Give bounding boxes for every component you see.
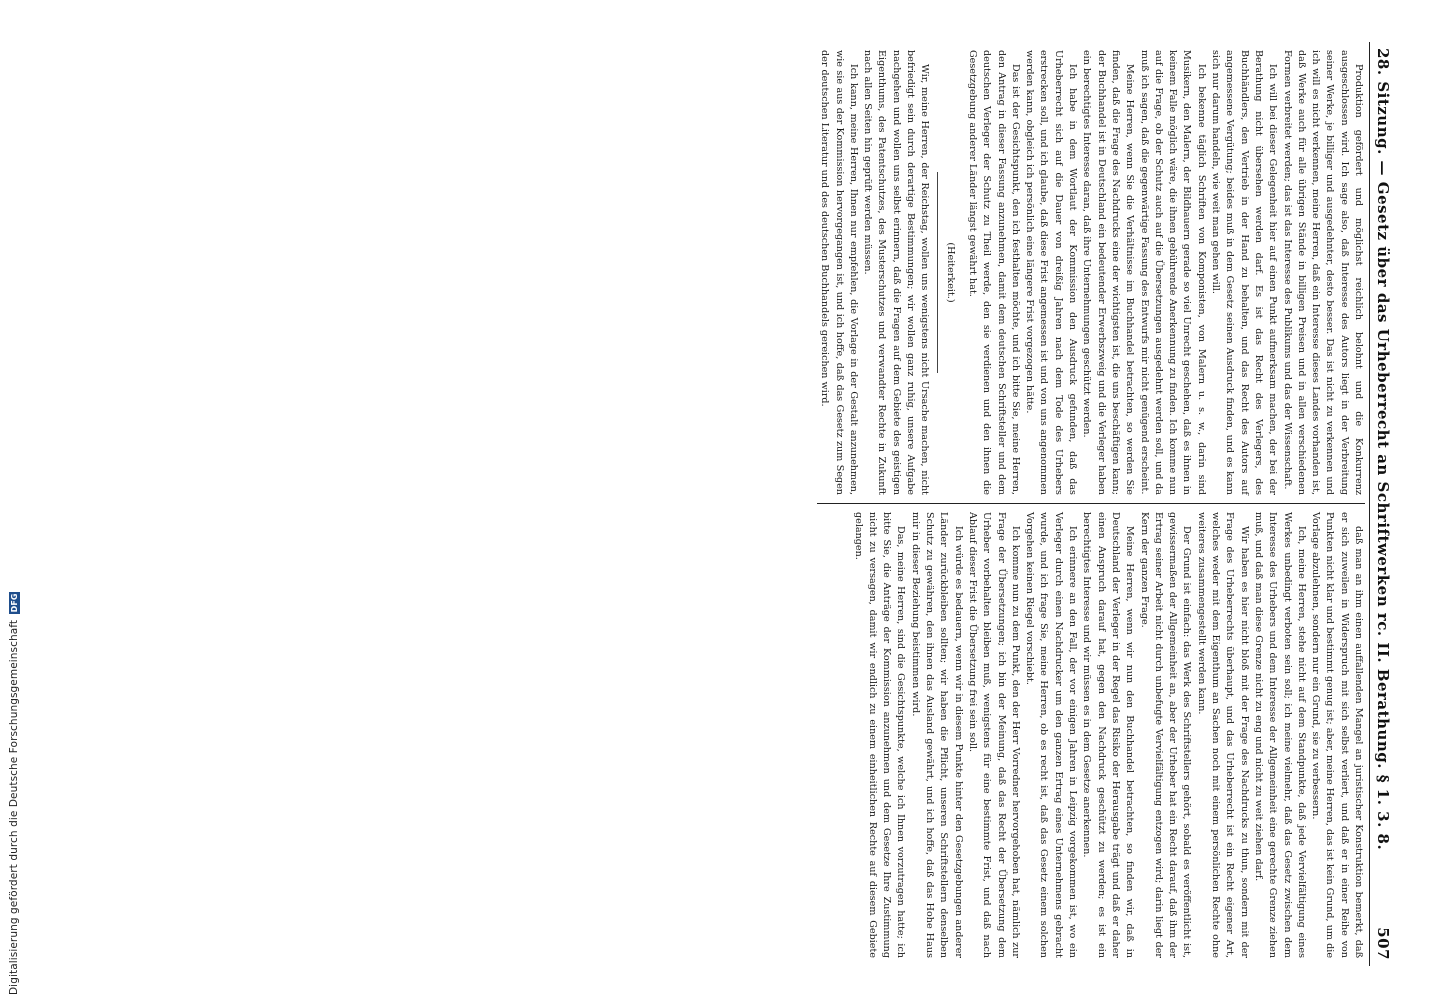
credit-line xyxy=(8,592,20,995)
page-content xyxy=(52,24,1404,984)
paragraph: Ich bekenne täglich Schriften von Komponisten, von Malern u. s. w., darin sind Musikern, den Malern, der Bildhauern gerade so viel Unrecht geschehen, daß es ihnen in keinem Falle möglich wäre, die ihnen gebührende Anerkennung zu finden. Ich komme nun auf die Frage, ob der Schutz auch auf die Übersetzungen ausgedehnt werden soll, und da muß ich sagen, daß die gegenwärtige Fassung des Entwurfs mir nicht genügend erscheint. xyxy=(1138,50,1207,495)
paragraph: Das ist der Gesichtspunkt, den ich festhalten möchte, und ich bitte Sie, meine Herren, den Antrag in dieser Fassung anzunehmen, damit dem deutschen Schriftsteller und dem deutschen Verleger der Schutz zu Theil werde, den sie verdienen und den ihnen die Gesetzgebung anderer Länder längst gewährt hat. xyxy=(966,50,1021,495)
paragraph: Ich will bei dieser Gelegenheit hier auf einen Punkt aufmerksam machen, der bei der Berathung nicht übersehen werden darf. Es ist das Recht des Verlegers, des Buchhändlers, den Vertrieb in der Hand zu behalten, und das Recht des Autors auf angemessene Vergütung; beides muß in dem Gesetz seinen Ausdruck finden, und es kann sich nur darum handeln, wie weit man gehen will. xyxy=(1210,50,1279,495)
paragraph: Der Grund ist einfach: das Werk des Schriftstellers gehört, sobald es veröffentlicht ist, gewissermaßen der Allgemeinheit an, aber der Urheber hat ein Recht darauf, daß ihm der Ertrag seiner Arbeit nicht durch unbefugte Vervielfältigung entzogen wird; darin liegt der Kern der ganzen Frage. xyxy=(1138,512,1193,958)
divider xyxy=(937,172,938,372)
page-number: 507 xyxy=(1374,927,1392,960)
paragraph: Ich würde es bedauern, wenn wir in diesem Punkte hinter den Gesetzgebungen anderer Länder zurückbleiben sollten; wir haben die Pflicht, unseren Schriftstellern denselben Schutz zu gewähren, den ihnen das Ausland gewährt, und ich hoffe, daß das Hohe Haus mir in dieser Beziehung beistimmen wird. xyxy=(909,512,964,958)
text-columns xyxy=(817,42,1365,966)
digitization-credit xyxy=(0,0,28,1000)
paragraph: Produktion gefördert und möglichst reichlich belohnt und die Konkurrenz ausgeschlossen wird. Ich sage also, daß Interesse des Autors liegt in der Verbreitung seiner Werke, je billiger und ausgedehnter, desto besser. Das ist nicht zu verkennen und ich will es nicht verkennen, meine Herren, daß ein Interesse dieses Landes vorhanden ist, daß Werke auch für alle übrigen Stände in billigen Preisen und in allen verschiedenen Formen verbreitet werden; das ist das Interesse des Publikums und das der Wissenschaft. xyxy=(1281,50,1364,495)
paragraph: Wir, meine Herren, der Reichstag, wollen uns wenigstens nicht Ursache machen, nicht befriedigt sein durch derartige Bestimmungen; wir wollen ganz ruhig, unsere Aufgabe nachgehen und wollen uns selbst erinnern, daß die Fragen auf dem Gebiete des geistigen Eigenthums, des Patentschutzes, des Musterschutzes und verwandter Rechte in Zukunft nach allen Seiten hin geprüft werden müssen. xyxy=(862,50,931,495)
paragraph: Meine Herren, wenn wir nun den Buchhandel betrachten, so finden wir, daß in Deutschland der Verleger in der Regel das Risiko der Herausgabe trägt und daß er daher einen Anspruch darauf hat, gegen den Nachdruck geschützt zu werden; es ist ein berechtigtes Interesse und wir müssen es in dem Gesetze anerkennen. xyxy=(1081,512,1136,958)
paragraph: Ich komme nun zu dem Punkt, den der Herr Vorredner hervorgehoben hat, nämlich zur Frage der Übersetzungen; ich bin der Meinung, daß das Recht der Übersetzung dem Urheber vorbehalten bleiben muß, wenigstens für eine bestimmte Frist, und daß nach Ablauf dieser Frist die Übersetzung frei sein soll. xyxy=(966,512,1021,958)
paragraph: daß man an ihm einen auffallenden Mangel an juristischer Konstruktion bemerkt, daß er sich zuweilen in Widerspruch mit sich selbst verliert, und daß er in einer Reihe von Punkten nicht klar und bestimmt genug ist; aber, meine Herren, das ist kein Grund, um die Vorlage abzulehnen, sondern nur ein Grund, sie zu verbessern. xyxy=(1310,512,1364,958)
left-column xyxy=(817,42,1365,504)
paragraph: Ich, meine Herren, stehe nicht auf dem Standpunkte, daß jede Vervielfältigung eines Werkes unbedingt verboten sein soll; ich meine vielmehr, daß das Gesetz zwischen dem Interesse des Urhebers und dem Interesse der Allgemeinheit eine gerechte Grenze ziehen muß, und daß man diese Grenze nicht zu eng und nicht zu weit ziehen darf. xyxy=(1252,512,1307,958)
right-column xyxy=(817,504,1365,966)
credit-text: Digitalisierung gefördert durch die Deutsche Forschungsgemeinschaft xyxy=(8,619,20,995)
paragraph: Ich kann, meine Herren, Ihnen nur empfehlen, die Vorlage in der Gestalt anzunehmen, wie sie aus der Kommission hervorgegangen ist, und ich hoffe, daß das Gesetz zum Segen der deutschen Literatur und des deutschen Buchhandels gereichen wird. xyxy=(819,50,859,495)
paragraph: Ich erinnere an den Fall, der vor einigen Jahren in Leipzig vorgekommen ist, wo ein Verleger durch einen Nachdrucker um den ganzen Ertrag eines Unternehmens gebracht wurde, und ich frage Sie, meine Herren, ob es recht ist, daß das Gesetz einem solchen Vorgehen keinen Riegel vorschiebt. xyxy=(1024,512,1079,958)
dfg-logo-icon: DFG xyxy=(9,593,19,613)
paragraph: Das, meine Herren, sind die Gesichtspunkte, welche ich Ihnen vorzutragen hatte; ich bitte Sie, die Anträge der Kommission anzunehmen und dem Gesetze Ihre Zustimmung nicht zu versagen, damit wir endlich zu einem einheitlichen Rechte auf diesem Gebiete gelangen. xyxy=(852,512,907,958)
header-title: 28. Sitzung. — Gesetz über das Urheberrecht an Schriftwerken rc. II. Berathung. § 1. 3. 8. xyxy=(1374,48,1392,851)
signoff: (Heiterkeit.) xyxy=(944,242,956,303)
scanned-page xyxy=(52,24,1404,984)
paragraph: Wir haben es hier nicht bloß mit der Frage des Nachdrucks zu thun, sondern mit der Frage des Urheberrechts überhaupt, und das Urheberrecht ist ein Recht eigener Art, welches weder mit dem Eigenthum an Sachen noch mit einem persönlichen Rechte ohne weiteres zusammengestellt werden kann. xyxy=(1195,512,1250,958)
running-header xyxy=(1369,42,1392,966)
paragraph: Meine Herren, wenn Sie die Verhältnisse im Buchhandel betrachten, so werden Sie finden, daß die Frage des Nachdrucks eine der wichtigsten ist, die uns beschäftigen kann; der Buchhandel ist in Deutschland ein bedeutender Erwerbszweig und die Verleger haben ein berechtigtes Interesse daran, daß ihre Unternehmungen geschützt werden. xyxy=(1081,50,1136,495)
paragraph: Ich habe in dem Wortlaut der Kommission den Ausdruck gefunden, daß das Urheberrecht sich auf die Dauer von dreißig Jahren nach dem Tode des Urhebers erstrecken soll, und ich glaube, daß diese Frist angemessen ist und von uns angenommen werden kann, obgleich ich persönlich eine längere Frist vorgezogen hätte. xyxy=(1024,50,1079,495)
